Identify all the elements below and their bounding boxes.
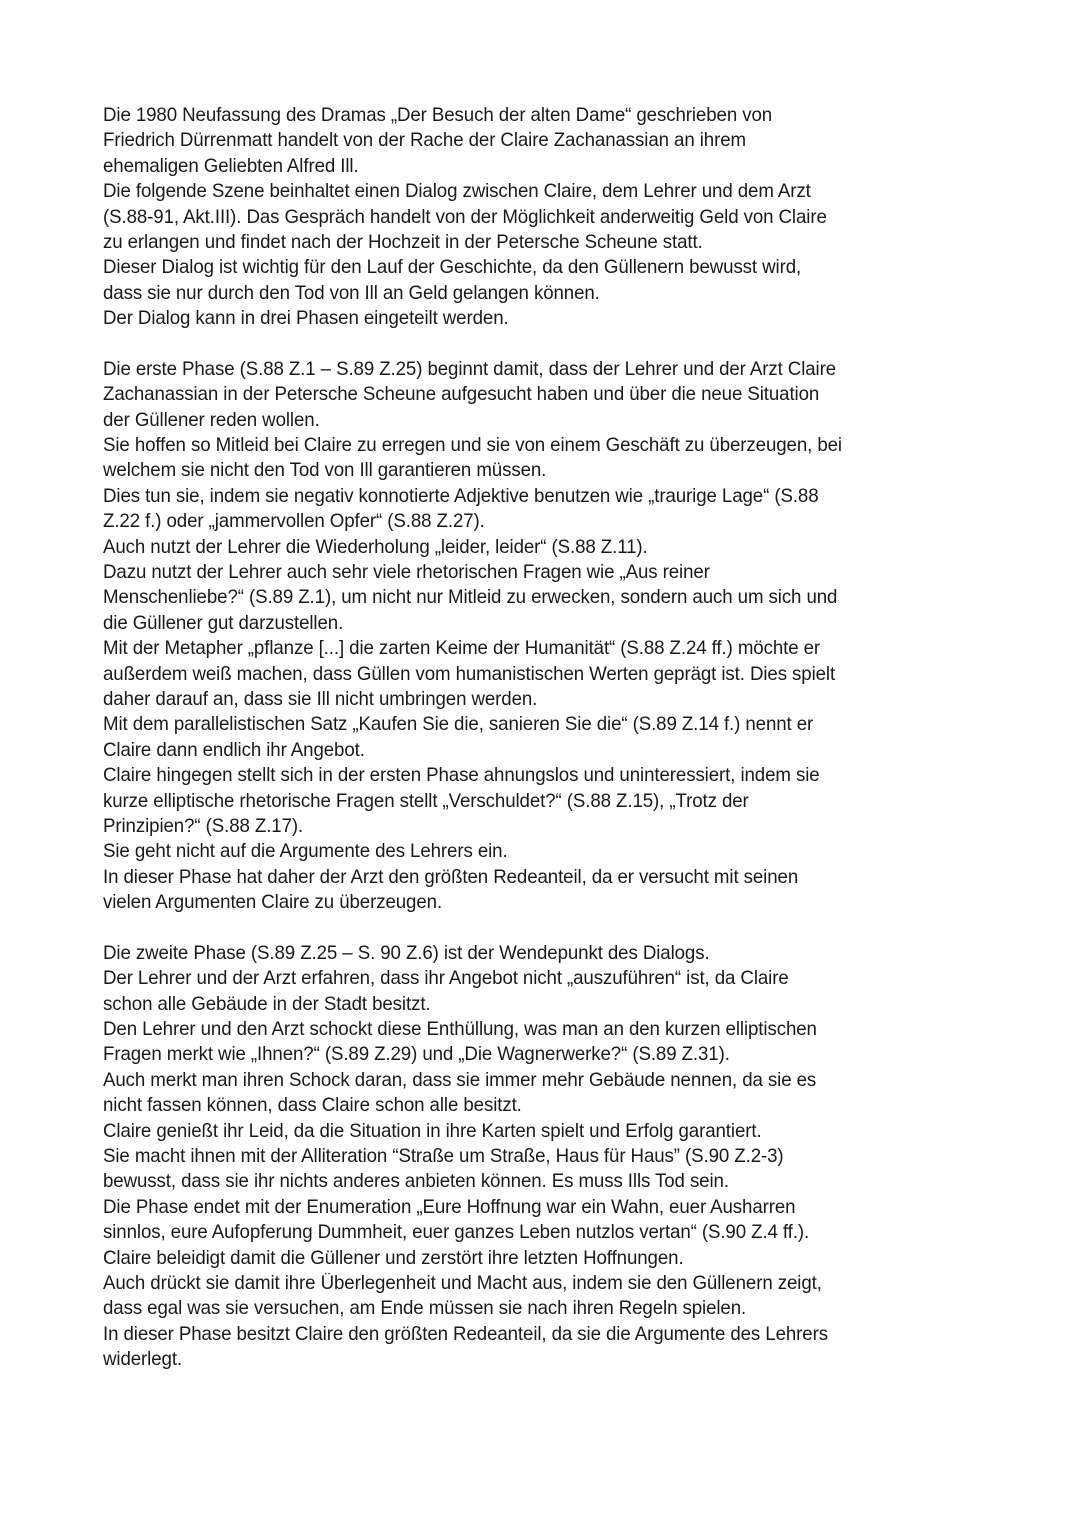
text-line: Die zweite Phase (S.89 Z.25 – S. 90 Z.6) ist der Wendepunkt des Dialogs. [103,942,710,964]
text-line: Claire beleidigt damit die Güllener und zerstört ihre letzten Hoffnungen. [103,1247,684,1269]
text-line: widerlegt. [103,1349,183,1371]
paragraph-gap [103,916,983,941]
text-line: Die Phase endet mit der Enumeration „Eure Hoffnung war ein Wahn, euer Ausharren [103,1196,796,1218]
text-line: Menschenliebe?“ (S.89 Z.1), um nicht nur Mitleid zu erwecken, sondern auch um sich und [103,587,838,609]
text-line: Sie macht ihnen mit der Alliteration “Straße um Straße, Haus für Haus” (S.90 Z.2-3) [103,1146,784,1168]
text-line: Sie geht nicht auf die Argumente des Lehrers ein. [103,841,508,863]
text-line: Auch nutzt der Lehrer die Wiederholung „leider, leider“ (S.88 Z.11). [103,536,648,558]
essay-body [103,103,983,1373]
text-line: (S.88-91, Akt.III). Das Gespräch handelt von der Möglichkeit anderweitig Geld von Claire [103,206,827,228]
text-line: Zachanassian in der Petersche Scheune aufgesucht haben und über die neue Situation [103,384,820,406]
text-line: daher darauf an, dass sie Ill nicht umbringen werden. [103,688,538,710]
text-line: In dieser Phase hat daher der Arzt den größten Redeanteil, da er versucht mit seinen [103,866,799,888]
text-line: Claire hingegen stellt sich in der ersten Phase ahnungslos und uninteressiert, indem sie [103,765,820,787]
text-line: nicht fassen können, dass Claire schon alle besitzt. [103,1095,522,1117]
text-line: vielen Argumenten Claire zu überzeugen. [103,892,443,914]
text-line: Mit dem parallelistischen Satz „Kaufen Sie die, sanieren Sie die“ (S.89 Z.14 f.) nennt er [103,714,814,736]
text-line: Friedrich Dürrenmatt handelt von der Rache der Claire Zachanassian an ihrem [103,130,746,152]
text-line: Auch merkt man ihren Schock daran, dass sie immer mehr Gebäude nennen, da sie es [103,1069,817,1091]
text-line: Z.22 f.) oder „jammervollen Opfer“ (S.88 Z.27). [103,511,485,533]
text-line: Dazu nutzt der Lehrer auch sehr viele rhetorischen Fragen wie „Aus reiner [103,562,710,584]
text-line: Auch drückt sie damit ihre Überlegenheit und Macht aus, indem sie den Güllenern zeigt, [103,1272,822,1294]
text-line: Prinzipien?“ (S.88 Z.17). [103,815,304,837]
text-line: bewusst, dass sie ihr nichts anderes anbieten können. Es muss Ills Tod sein. [103,1171,729,1193]
text-line: dass sie nur durch den Tod von Ill an Geld gelangen können. [103,282,600,304]
text-line: Die 1980 Neufassung des Dramas „Der Besuch der alten Dame“ geschrieben von [103,105,773,126]
text-line: ehemaligen Geliebten Alfred Ill. [103,155,359,177]
text-line: Mit der Metapher „pflanze [...] die zarten Keime der Humanität“ (S.88 Z.24 ff.) möchte er [103,638,821,660]
text-line: Dies tun sie, indem sie negativ konnotierte Adjektive benutzen wie „traurige Lage“ (S.88 [103,485,819,507]
text-line: In dieser Phase besitzt Claire den größten Redeanteil, da sie die Argumente des Lehrers [103,1323,828,1345]
text-line: kurze elliptische rhetorische Fragen stellt „Verschuldet?“ (S.88 Z.15), „Trotz der [103,790,749,812]
text-line: welchem sie nicht den Tod von Ill garantieren müssen. [103,460,547,482]
text-line: Den Lehrer und den Arzt schockt diese Enthüllung, was man an den kurzen elliptischen [103,1019,817,1041]
text-line: Fragen merkt wie „Ihnen?“ (S.89 Z.29) und „Die Wagnerwerke?“ (S.89 Z.31). [103,1044,730,1066]
text-line: Der Dialog kann in drei Phasen eingeteilt werden. [103,308,509,330]
text-line: schon alle Gebäude in der Stadt besitzt. [103,993,431,1015]
text-line: dass egal was sie versuchen, am Ende müssen sie nach ihren Regeln spielen. [103,1298,747,1320]
paragraph-gap [103,332,983,357]
text-line: Die folgende Szene beinhaltet einen Dialog zwischen Claire, dem Lehrer und dem Arzt [103,181,811,203]
text-line: zu erlangen und findet nach der Hochzeit in der Petersche Scheune statt. [103,231,703,253]
text-line: Claire dann endlich ihr Angebot. [103,739,365,761]
text-line: der Güllener reden wollen. [103,409,320,431]
text-line: außerdem weiß machen, dass Güllen vom humanistischen Werten geprägt ist. Dies spielt [103,663,836,685]
text-line: Der Lehrer und der Arzt erfahren, dass ihr Angebot nicht „auszuführen“ ist, da Claire [103,968,789,990]
text-line: sinnlos, eure Aufopferung Dummheit, euer ganzes Leben nutzlos vertan“ (S.90 Z.4 ff.). [103,1222,810,1244]
text-line: Sie hoffen so Mitleid bei Claire zu erregen und sie von einem Geschäft zu überzeugen, bei [103,435,842,457]
text-line: Claire genießt ihr Leid, da die Situation in ihre Karten spielt und Erfolg garantiert. [103,1120,762,1142]
text-line: Dieser Dialog ist wichtig für den Lauf der Geschichte, da den Güllenern bewusst wird, [103,257,802,279]
text-line: die Güllener gut darzustellen. [103,612,344,634]
text-line: Die erste Phase (S.88 Z.1 – S.89 Z.25) beginnt damit, dass der Lehrer und der Arzt Claire [103,358,837,380]
